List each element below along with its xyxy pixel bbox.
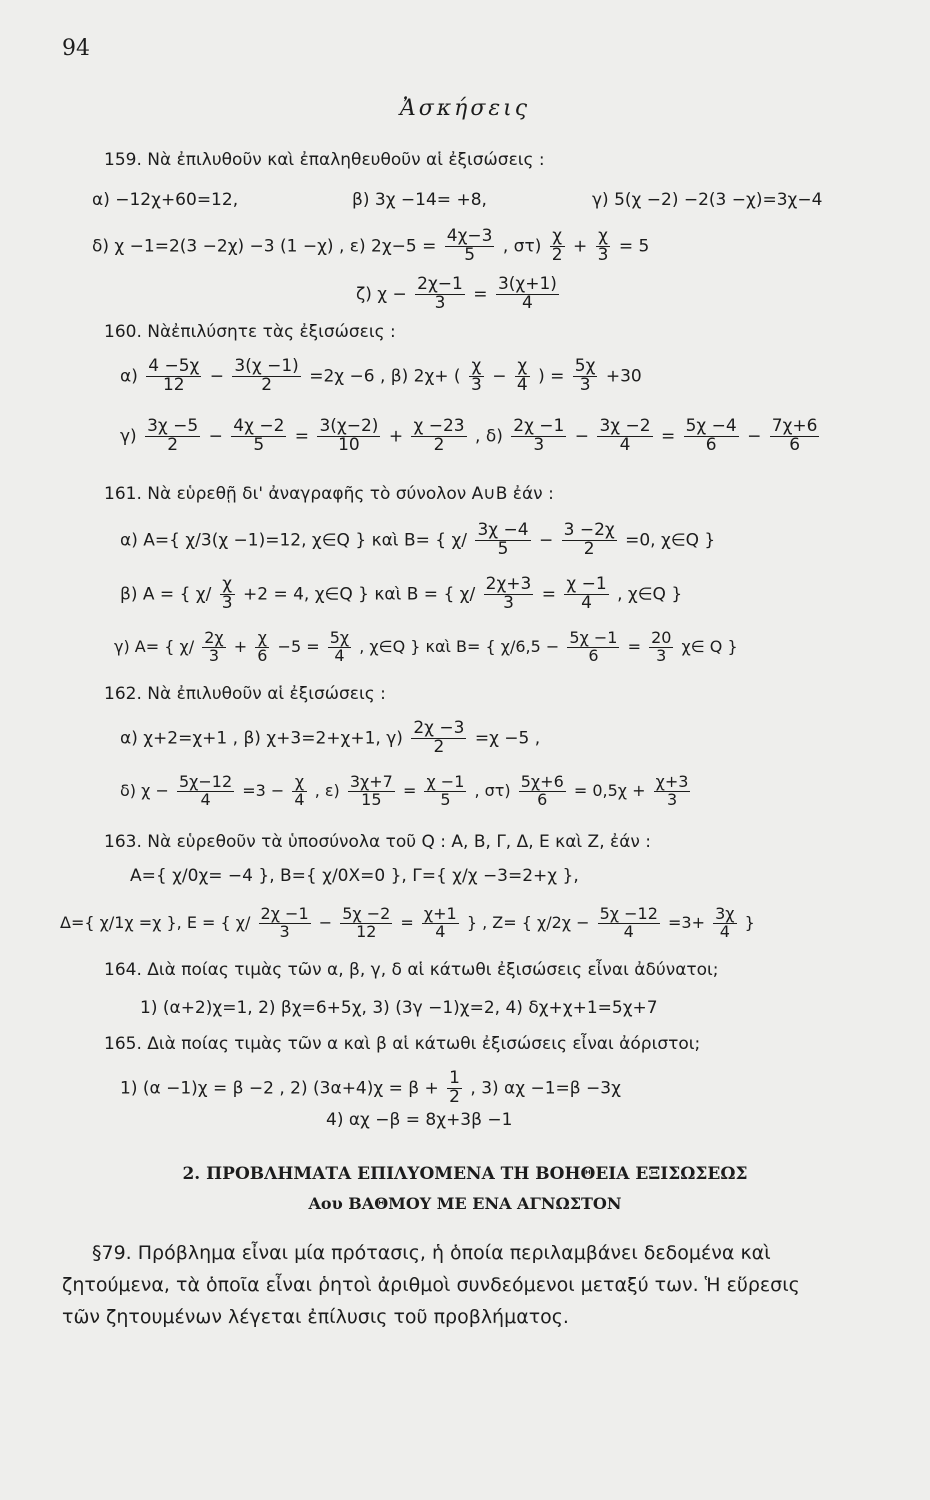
fraction <box>255 630 269 665</box>
equation-rest: =0, χ∈Q } <box>625 530 716 551</box>
denominator: 2 <box>551 244 563 265</box>
numerator: χ −1 <box>426 772 465 791</box>
exercise-161-a <box>120 522 715 559</box>
denominator: 6 <box>537 789 548 809</box>
equals-sign: = <box>473 284 488 305</box>
fraction <box>598 906 660 941</box>
exercise-159-d-e-st: δ) χ −1=2(3 −2χ) −3 (1 −χ) , ε) 2χ−5 = $\frac{4\chi-3}{5}$ , στ) $\frac{\chi}{2}$ + $\frac{\chi}{3}$ = 5 <box>92 226 650 265</box>
denominator: 3 <box>666 789 678 809</box>
denominator: 15 <box>361 789 382 809</box>
page-number: 94 <box>62 36 90 61</box>
fraction <box>348 774 395 809</box>
denominator: 4 <box>294 789 305 809</box>
denominator: 4 <box>619 434 631 455</box>
exercise-159-z <box>356 276 562 313</box>
fraction <box>649 630 673 665</box>
exercise-161-c <box>114 630 738 665</box>
fraction <box>597 418 652 455</box>
numerator: 5χ <box>574 356 596 376</box>
fraction <box>447 1070 462 1107</box>
fraction <box>596 228 611 265</box>
denominator: 10 <box>338 434 360 455</box>
denominator: 3 <box>470 374 482 395</box>
exercise-160-c-d <box>120 418 822 455</box>
equation-rest: =χ −5 , <box>474 728 541 749</box>
paragraph-line-2: ζητούμενα, τὰ ὁποῖα εἶναι ῥητοὶ ἀριθμοὶ συνδεόμενοι μεταξύ των. Ἡ εὕρεσις <box>62 1274 800 1296</box>
numerator: χ <box>596 228 611 247</box>
denominator: 2 <box>261 374 273 395</box>
fraction <box>231 418 286 455</box>
fraction <box>469 358 484 395</box>
numerator: 5χ −1 <box>569 628 618 647</box>
equation-rest: } <box>744 912 755 932</box>
numerator: χ <box>220 576 235 595</box>
equation-part: =3 − <box>242 780 285 800</box>
minus-sign: − <box>209 366 225 387</box>
fraction <box>292 774 306 809</box>
fraction <box>424 774 466 809</box>
fraction <box>177 774 234 809</box>
numerator: χ <box>550 228 565 247</box>
numerator: 2χ −3 <box>413 718 465 738</box>
separator: , <box>475 426 481 447</box>
minus-sign: − <box>574 426 590 447</box>
denominator: 4 <box>522 292 533 313</box>
equation-rest: = 5 <box>618 236 650 257</box>
fraction <box>411 418 466 455</box>
fraction <box>550 228 565 265</box>
numerator: 3χ −4 <box>477 520 529 540</box>
denominator: 6 <box>789 434 801 455</box>
denominator: 12 <box>162 374 185 395</box>
equals-sign: = <box>660 426 676 447</box>
denominator: 12 <box>356 921 377 941</box>
exercise-162-title: 162. Νὰ ἐπιλυθοῦν αἱ ἐξισώσεις : <box>104 684 386 704</box>
denominator: 3 <box>503 592 514 613</box>
numerator: 5χ+6 <box>520 772 564 791</box>
denominator: 3 <box>656 645 667 665</box>
exercise-163-line1: A={ χ/0χ= −4 }, B={ χ/0X=0 }, Γ={ χ/χ −3=2+χ }, <box>130 866 579 886</box>
exercise-159-d: δ) χ −1=2(3 −2χ) −3 (1 −χ) , <box>92 236 345 257</box>
denominator: 3 <box>279 921 290 941</box>
section-title: 2. ΠΡΟΒΛΗΜΑΤΑ ΕΠΙΛΥΟΜΕΝΑ ΤΗ ΒΟΗΘΕΙΑ ΕΞΙΣΩΣΕΩΣ <box>182 1164 748 1184</box>
denominator: 3 <box>533 434 545 455</box>
exercise-164-title: 164. Διὰ ποίας τιμὰς τῶν α, β, γ, δ αἱ κάτωθι ἐξισώσεις εἶναι ἀδύνατοι; <box>104 960 719 980</box>
equation-part: Δ={ χ/1χ =χ }, E = { χ/ <box>60 912 251 932</box>
fraction <box>317 418 380 455</box>
paragraph-line-3: τῶν ζητουμένων λέγεται ἐπίλυσις τοῦ προβλήματος. <box>62 1306 569 1328</box>
equals-sign: = <box>402 780 417 800</box>
fraction <box>515 358 530 395</box>
numerator: 5χ −2 <box>342 904 391 923</box>
equation-rest: , 3) αχ −1=β −3χ <box>470 1078 621 1099</box>
equation-part: +2 = 4, χ∈Q } καὶ B = { χ/ <box>242 584 476 605</box>
fraction <box>411 720 466 757</box>
denominator: 5 <box>497 538 509 559</box>
denominator: 6 <box>588 645 599 665</box>
fraction <box>415 276 465 313</box>
equation-part: 1) (α −1)χ = β −2 , 2) (3α+4)χ = β + <box>120 1078 439 1099</box>
exercise-159-st: , στ) <box>502 236 542 257</box>
denominator: 3 <box>208 645 220 665</box>
numerator: χ <box>515 358 530 377</box>
fraction <box>564 576 608 613</box>
equation-rest: χ∈ Q } <box>681 636 738 656</box>
fraction <box>713 906 736 941</box>
equation-part: =3+ <box>668 912 705 932</box>
exercise-161-b <box>120 576 682 613</box>
fraction <box>259 906 311 941</box>
denominator: 4 <box>200 789 211 809</box>
fraction <box>220 576 235 613</box>
item-label: α) <box>120 366 138 387</box>
exercise-163-title: 163. Νὰ εὑρεθοῦν τὰ ὑποσύνολα τοῦ Q : A, B, Γ, Δ, E καὶ Z, ἐάν : <box>104 832 652 852</box>
item-label: γ) <box>120 426 137 447</box>
fraction <box>496 276 559 313</box>
paragraph-line-1: §79. Πρόβλημα εἶναι μία πρότασις, ἡ ὁποία περιλαμβάνει δεδομένα καὶ <box>92 1242 771 1264</box>
item-label: β) 2χ+ ( <box>390 366 461 387</box>
numerator: χ −23 <box>413 416 465 436</box>
fraction <box>146 358 201 395</box>
numerator: 3 −2χ <box>563 520 615 540</box>
numerator: 4χ−3 <box>446 226 493 246</box>
equation-rest: = 0,5χ + <box>573 780 646 800</box>
exercise-165-title: 165. Διὰ ποίας τιμὰς τῶν α καὶ β αἱ κάτωθι ἐξισώσεις εἶναι ἀόριστοι; <box>104 1034 701 1054</box>
numerator: 3(χ−2) <box>319 416 379 436</box>
exercise-165-line2: 4) αχ −β = 8χ+3β −1 <box>326 1110 513 1130</box>
equation-rest: =2χ −6 , <box>309 366 386 387</box>
exercise-165-line1 <box>120 1070 621 1107</box>
plus-sign: + <box>388 426 404 447</box>
numerator: 2χ −1 <box>513 416 565 436</box>
numerator: 2χ+3 <box>485 574 532 594</box>
numerator: 4χ −2 <box>233 416 285 436</box>
numerator: 7χ+6 <box>771 416 818 436</box>
denominator: 2 <box>167 434 179 455</box>
numerator: χ <box>469 358 484 377</box>
minus-sign: − <box>318 912 333 932</box>
equation-part: γ) A= { χ/ <box>114 636 195 656</box>
denominator: 4 <box>516 374 528 395</box>
minus-sign: − <box>747 426 762 447</box>
denominator: 4 <box>435 921 446 941</box>
denominator: 6 <box>257 645 268 665</box>
equation-part: β) A = { χ/ <box>120 584 212 605</box>
numerator: 3(χ+1) <box>497 274 557 294</box>
fraction <box>445 228 495 265</box>
equals-sign: = <box>627 636 641 656</box>
numerator: χ <box>255 630 269 648</box>
numerator: 1 <box>449 1068 460 1088</box>
equation-part: α) χ+2=χ+1 , β) χ+3=2+χ+1, γ) <box>120 728 403 749</box>
item-label: , στ) <box>474 780 511 800</box>
denominator: 5 <box>253 434 265 455</box>
fraction <box>202 630 225 665</box>
exercise-159-b: β) 3χ −14= +8, <box>352 190 487 210</box>
item-label: δ) <box>485 426 503 447</box>
item-label: , ε) <box>314 780 340 800</box>
denominator: 2 <box>583 538 595 559</box>
numerator: χ+3 <box>655 772 689 791</box>
numerator: χ −1 <box>566 574 607 594</box>
fraction <box>770 418 820 455</box>
exercise-159-e: ε) 2χ−5 = <box>349 236 437 257</box>
exercise-159-a: α) −12χ+60=12, <box>92 190 239 210</box>
exercise-160-a-b <box>120 358 642 395</box>
numerator: 5χ −4 <box>685 416 737 436</box>
plus-sign: + <box>233 636 248 656</box>
numerator: 3(χ −1) <box>234 356 299 376</box>
exercise-159-title: 159. Νὰ ἐπιλυθοῦν καὶ ἐπαληθευθοῦν αἱ ἐξισώσεις : <box>104 150 545 170</box>
exercise-164-line: 1) (α+2)χ=1, 2) βχ=6+5χ, 3) (3γ −1)χ=2, 4) δχ+χ+1=5χ+7 <box>140 998 658 1018</box>
numerator: 20 <box>651 628 672 647</box>
denominator: 2 <box>449 1086 460 1107</box>
denominator: 4 <box>719 921 730 941</box>
numerator: 2χ−1 <box>417 274 463 294</box>
fraction <box>484 576 534 613</box>
fraction <box>562 522 617 559</box>
numerator: χ <box>292 774 306 792</box>
page-heading: Ἀσκήσεις <box>399 96 531 121</box>
numerator: 5χ −12 <box>599 904 658 923</box>
equation-part: } , Z= { χ/2χ − <box>466 912 590 932</box>
fraction <box>145 418 200 455</box>
equation-part: , χ∈Q } καὶ B= { χ/6,5 − <box>359 636 560 656</box>
fraction <box>328 630 351 665</box>
numerator: χ+1 <box>423 904 457 923</box>
fraction <box>422 906 459 941</box>
numerator: 3χ+7 <box>349 772 393 791</box>
exercise-162-a-c <box>120 720 540 757</box>
section-subtitle: Aου ΒΑΘΜΟΥ ΜΕ ΕΝΑ ΑΓΝΩΣΤΟΝ <box>308 1194 622 1213</box>
minus-sign: − <box>492 366 507 387</box>
exercise-161-title: 161. Νὰ εὑρεθῇ δι' ἀναγραφῆς τὸ σύνολον A∪B ἐάν : <box>104 484 554 504</box>
numerator: 5χ <box>329 628 350 647</box>
equation-part: α) A={ χ/3(χ −1)=12, χ∈Q } καὶ B= { χ/ <box>120 530 468 551</box>
fraction <box>340 906 392 941</box>
equation-part: δ) χ − <box>120 780 169 800</box>
denominator: 2 <box>433 736 445 757</box>
equation-rest: +30 <box>605 366 642 387</box>
denominator: 4 <box>623 921 634 941</box>
equation-part: ζ) χ − <box>356 284 407 305</box>
numerator: 3χ −2 <box>599 416 651 436</box>
fraction <box>573 358 598 395</box>
fraction <box>567 630 619 665</box>
denominator: 3 <box>434 292 446 313</box>
denominator: 3 <box>221 592 233 613</box>
denominator: 3 <box>597 244 609 265</box>
exercise-162-d-st <box>120 774 693 809</box>
equation-part: −5 = <box>277 636 320 656</box>
equation-rest: , χ∈Q } <box>617 584 683 605</box>
denominator: 2 <box>433 434 445 455</box>
exercise-159-c: γ) 5(χ −2) −2(3 −χ)=3χ−4 <box>592 190 823 210</box>
equals-sign: = <box>294 426 310 447</box>
numerator: 5χ−12 <box>178 772 233 791</box>
numerator: 3χ <box>715 904 735 923</box>
fraction <box>511 418 566 455</box>
exercise-160-title: 160. Νὰἐπιλύσητε τὰς ἐξισώσεις : <box>104 322 396 342</box>
fraction <box>684 418 739 455</box>
equals-sign: = <box>400 912 414 932</box>
minus-sign: − <box>538 530 554 551</box>
denominator: 4 <box>581 592 592 613</box>
fraction <box>519 774 566 809</box>
minus-sign: − <box>208 426 223 447</box>
denominator: 3 <box>579 374 591 395</box>
equation-part: ) = <box>538 366 565 387</box>
fraction <box>475 522 530 559</box>
exercise-163-line2 <box>60 906 755 941</box>
numerator: 2χ −1 <box>260 904 309 923</box>
numerator: 4 −5χ <box>148 356 200 376</box>
denominator: 6 <box>705 434 717 455</box>
denominator: 5 <box>464 244 476 265</box>
numerator: 2χ <box>204 628 224 647</box>
equals-sign: = <box>541 584 556 605</box>
denominator: 4 <box>334 645 345 665</box>
fraction <box>232 358 300 395</box>
numerator: 3χ −5 <box>147 416 199 436</box>
denominator: 5 <box>440 789 451 809</box>
fraction <box>654 774 691 809</box>
